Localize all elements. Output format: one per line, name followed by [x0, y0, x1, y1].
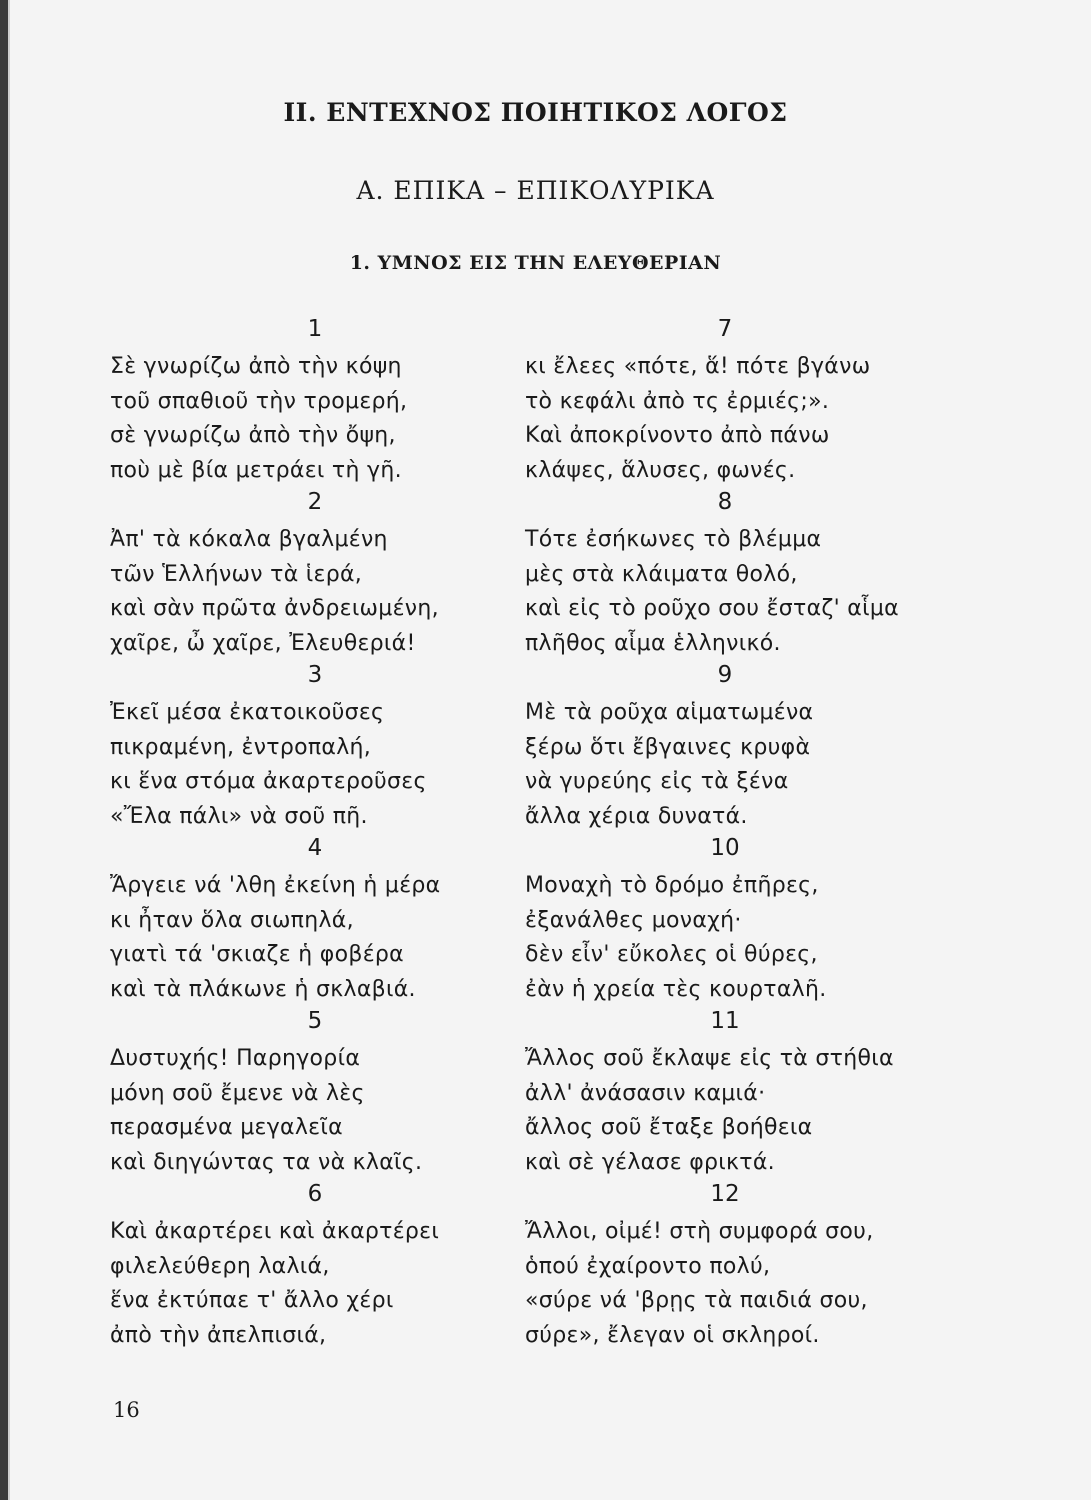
poem-title: 1. ΥΜΝΟΣ ΕΙΣ ΤΗΝ ΕΛΕΥΘΕΡΙΑΝ: [349, 252, 722, 274]
verse-line: κι ἦταν ὅλα σιωπηλά,: [110, 907, 354, 933]
verse-line: πικραμένη, ἐντροπαλή,: [110, 734, 372, 760]
left-column: [110, 314, 550, 1352]
verse-line: ἄλλος σοῦ ἔταξε βοήθεια: [525, 1115, 813, 1140]
verse-line: Ἄργειε νά 'λθη ἐκείνη ἡ μέρα: [110, 873, 441, 898]
stanza-number: 12: [710, 1181, 740, 1207]
verse-line: ἀπὸ τὴν ἀπελπισιά,: [110, 1322, 327, 1348]
verse-line: Ἄλλοι, οἰμέ! στὴ συμφορά σου,: [525, 1219, 874, 1244]
verse-line: μὲς στὰ κλάιματα θολό,: [525, 561, 798, 587]
verse-line: ξέρω ὅτι ἔβγαινες κρυφὰ: [525, 734, 811, 760]
verse-line: Ἐκεῖ μέσα ἐκατοικοῦσες: [110, 700, 385, 725]
stanza-number: 4: [307, 835, 323, 861]
subsection-title: Α. ΕΠΙΚΑ – ΕΠΙΚΟΛΥΡΙΚΑ: [356, 176, 715, 205]
verse-line: καὶ διηγώντας τα νὰ κλαῖς.: [110, 1149, 423, 1175]
verse-line: τῶν Ἑλλήνων τὰ ἱερά,: [110, 561, 363, 587]
stanza: [110, 1006, 550, 1179]
stanza-number: 6: [307, 1181, 323, 1207]
stanza-number: 2: [307, 489, 323, 515]
verse-line: Ἄλλος σοῦ ἔκλαψε εἰς τὰ στήθια: [525, 1046, 894, 1071]
page-number: 16: [113, 1398, 140, 1422]
verse-line: κι ἔλεες «πότε, ἅ! πότε βγάνω: [525, 354, 871, 379]
verse-line: τοῦ σπαθιοῦ τὴν τρομερή,: [110, 388, 408, 414]
verse-line: ἐὰν ἡ χρεία τὲς κουρταλῆ.: [525, 976, 827, 1002]
verse-line: Ἀπ' τὰ κόκαλα βγαλμένη: [110, 527, 388, 552]
stanza-number: 5: [307, 1008, 323, 1034]
verse-line: ποὺ μὲ βία μετράει τὴ γῆ.: [110, 457, 402, 483]
verse-line: καὶ εἰς τὸ ροῦχο σου ἔσταζ' αἷμα: [525, 596, 899, 621]
verse-line: ἕνα ἐκτύπαε τ' ἄλλο χέρι: [110, 1288, 394, 1313]
stanza-number: 11: [710, 1008, 740, 1034]
verse-line: «Ἔλα πάλι» νὰ σοῦ πῆ.: [110, 803, 368, 829]
stanza: [110, 1179, 550, 1352]
verse-line: κι ἕνα στόμα ἀκαρτεροῦσες: [110, 769, 427, 794]
stanza-number: 10: [710, 835, 740, 861]
verse-line: νὰ γυρεύης εἰς τὰ ξένα: [525, 769, 789, 794]
verse-line: μόνη σοῦ ἔμενε νὰ λὲς: [110, 1080, 365, 1106]
stanza-number: 7: [717, 316, 733, 342]
verse-line: γιατὶ τά 'σκιαζε ἡ φοβέρα: [110, 942, 404, 967]
page-binding-edge: [0, 0, 8, 1500]
verse-line: Σὲ γνωρίζω ἀπὸ τὴν κόψη: [110, 354, 402, 379]
verse-line: Τότε ἐσήκωνες τὸ βλέμμα: [525, 527, 822, 552]
stanza: [110, 487, 550, 660]
verse-line: καὶ σὲ γέλασε φρικτά.: [525, 1149, 775, 1175]
stanza: [525, 1179, 965, 1352]
stanza: [110, 833, 550, 1006]
verse-line: χαῖρε, ὦ χαῖρε, Ἐλευθεριά!: [110, 630, 416, 656]
stanza-number: 9: [717, 662, 733, 688]
verse-line: Καὶ ἀποκρίνοντο ἀπὸ πάνω: [525, 423, 830, 448]
section-title: II. ΕΝΤΕΧΝΟΣ ΠΟΙΗΤΙΚΟΣ ΛΟΓΟΣ: [283, 98, 788, 127]
verse-line: ἐξανάλθες μοναχή·: [525, 907, 742, 933]
verse-line: Δυστυχής! Παρηγορία: [110, 1046, 361, 1071]
verse-line: Καὶ ἀκαρτέρει καὶ ἀκαρτέρει: [110, 1219, 440, 1244]
verse-line: σὲ γνωρίζω ἀπὸ τὴν ὄψη,: [110, 423, 396, 448]
verse-line: φιλελεύθερη λαλιά,: [110, 1253, 330, 1279]
stanza-number: 3: [307, 662, 323, 688]
stanza: [525, 1006, 965, 1179]
verse-line: «σύρε νά 'βρῃς τὰ παιδιά σου,: [525, 1288, 868, 1313]
stanza-number: 8: [717, 489, 733, 515]
verse-line: κλάψες, ἅλυσες, φωνές.: [525, 457, 796, 483]
stanza: [110, 660, 550, 833]
verse-line: Μὲ τὰ ροῦχα αἱματωμένα: [525, 700, 814, 725]
stanza: [525, 833, 965, 1006]
right-column: [525, 314, 965, 1352]
verse-line: δὲν εἶν' εὔκολες οἱ θύρες,: [525, 942, 818, 967]
stanza: [525, 487, 965, 660]
verse-line: πλῆθος αἷμα ἑλληνικό.: [525, 630, 781, 656]
verse-line: καὶ σὰν πρῶτα ἀνδρειωμένη,: [110, 596, 439, 621]
verse-line: περασμένα μεγαλεῖα: [110, 1115, 343, 1140]
verse-line: Μοναχὴ τὸ δρόμο ἐπῆρες,: [525, 873, 819, 898]
stanza-number: 1: [307, 316, 323, 342]
stanza: [525, 314, 965, 487]
verse-line: σύρε», ἔλεγαν οἱ σκληροί.: [525, 1322, 820, 1348]
verse-line: ἀλλ' ἀνάσασιν καμιά·: [525, 1080, 766, 1106]
verse-line: ὁπού ἐχαίροντο πολύ,: [525, 1253, 771, 1279]
stanza: [525, 660, 965, 833]
book-page: [8, 0, 1091, 1500]
verse-line: τὸ κεφάλι ἀπὸ τς ἐρμιές;».: [525, 388, 830, 414]
verse-line: καὶ τὰ πλάκωνε ἡ σκλαβιά.: [110, 976, 416, 1002]
stanza: [110, 314, 550, 487]
verse-line: ἄλλα χέρια δυνατά.: [525, 803, 748, 829]
